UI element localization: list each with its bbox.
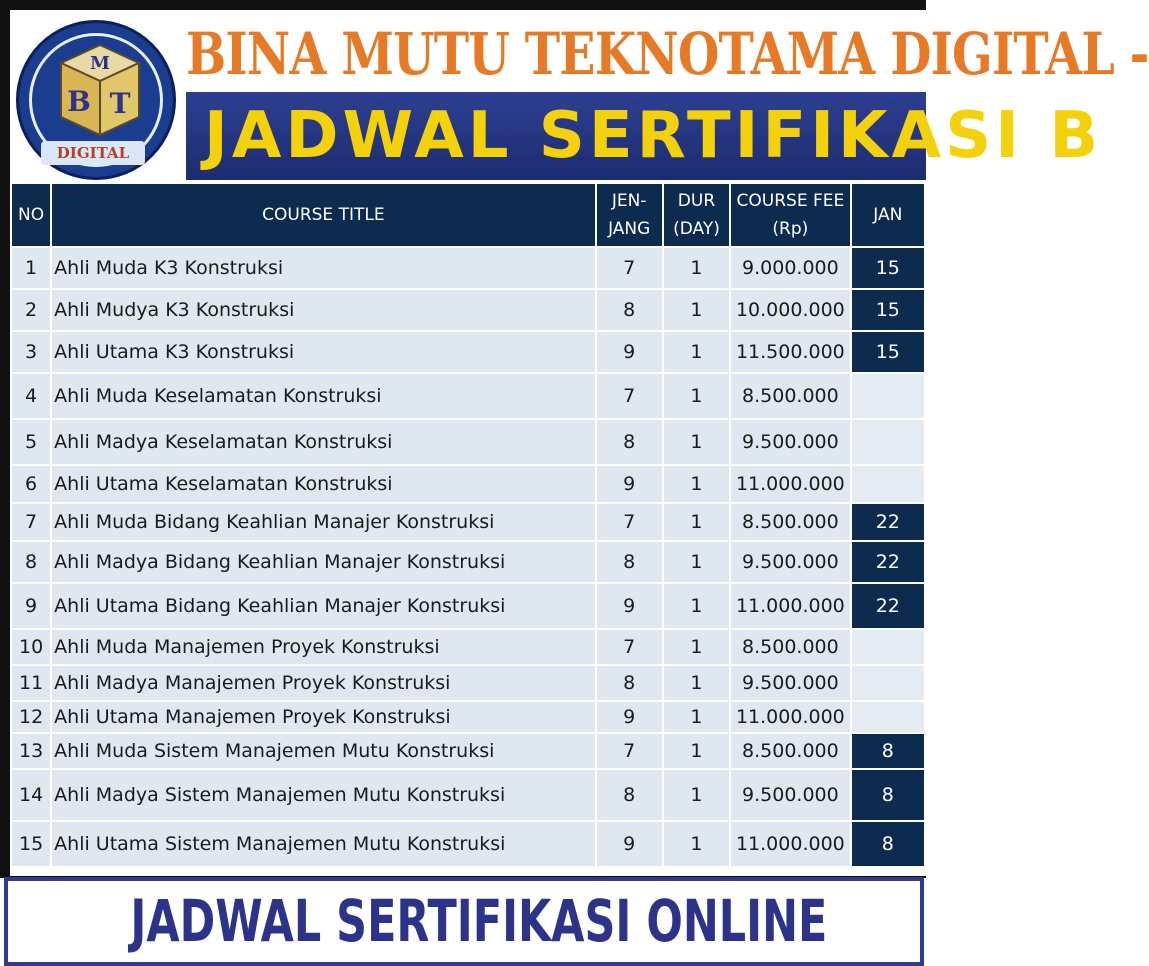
jenjang-cell: 8 bbox=[597, 290, 662, 330]
fee-cell: 9.500.000 bbox=[731, 542, 850, 582]
row-no: 15 bbox=[12, 822, 50, 866]
table-row bbox=[12, 290, 924, 330]
schedule-poster bbox=[10, 10, 1149, 876]
course-title: Ahli Madya Manajemen Proyek Konstruksi bbox=[52, 666, 594, 700]
header bbox=[10, 10, 1149, 182]
course-title: Ahli Madya Sistem Manajemen Mutu Konstruksi bbox=[52, 770, 594, 820]
jan-cell bbox=[852, 666, 924, 700]
duration-cell: 1 bbox=[664, 702, 729, 732]
jenjang-cell: 7 bbox=[597, 734, 662, 768]
row-no: 14 bbox=[12, 770, 50, 820]
course-title: Ahli Utama K3 Konstruksi bbox=[52, 332, 594, 372]
table-row bbox=[12, 666, 924, 700]
duration-cell: 1 bbox=[664, 332, 729, 372]
jenjang-cell: 7 bbox=[597, 248, 662, 288]
header-jenjang-line2: JANG bbox=[608, 219, 651, 239]
jan-cell bbox=[852, 466, 924, 502]
row-no: 13 bbox=[12, 734, 50, 768]
row-no: 12 bbox=[12, 702, 50, 732]
table-row bbox=[12, 822, 924, 866]
table-row bbox=[12, 584, 924, 628]
course-title: Ahli Muda Keselamatan Konstruksi bbox=[52, 374, 594, 418]
online-banner bbox=[4, 877, 924, 966]
header-duration-line1: DUR bbox=[677, 191, 716, 211]
jenjang-cell: 9 bbox=[597, 702, 662, 732]
jenjang-cell: 8 bbox=[597, 666, 662, 700]
course-title: Ahli Madya Bidang Keahlian Manajer Konstruksi bbox=[52, 542, 594, 582]
jenjang-cell: 7 bbox=[597, 374, 662, 418]
table-header-row bbox=[12, 184, 924, 246]
course-title: Ahli Muda K3 Konstruksi bbox=[52, 248, 594, 288]
jenjang-cell: 9 bbox=[597, 332, 662, 372]
company-name: BINA MUTU TEKNOTAMA DIGITAL - bbox=[186, 20, 1149, 88]
duration-cell: 1 bbox=[664, 542, 729, 582]
duration-cell: 1 bbox=[664, 584, 729, 628]
table-row bbox=[12, 770, 924, 820]
fee-cell: 8.500.000 bbox=[731, 374, 850, 418]
jenjang-cell: 7 bbox=[597, 630, 662, 664]
header-duration bbox=[664, 184, 729, 246]
table-row bbox=[12, 542, 924, 582]
jan-cell: 8 bbox=[852, 770, 924, 820]
duration-cell: 1 bbox=[664, 666, 729, 700]
jan-cell: 8 bbox=[852, 822, 924, 866]
duration-cell: 1 bbox=[664, 248, 729, 288]
jan-cell: 15 bbox=[852, 248, 924, 288]
fee-cell: 9.500.000 bbox=[731, 770, 850, 820]
course-title: Ahli Utama Sistem Manajemen Mutu Konstruksi bbox=[52, 822, 594, 866]
fee-cell: 11.000.000 bbox=[731, 584, 850, 628]
duration-cell: 1 bbox=[664, 374, 729, 418]
fee-cell: 8.500.000 bbox=[731, 630, 850, 664]
row-no: 8 bbox=[12, 542, 50, 582]
fee-cell: 11.500.000 bbox=[731, 332, 850, 372]
duration-cell: 1 bbox=[664, 734, 729, 768]
table-row bbox=[12, 734, 924, 768]
fee-cell: 9.500.000 bbox=[731, 666, 850, 700]
jenjang-cell: 9 bbox=[597, 466, 662, 502]
duration-cell: 1 bbox=[664, 290, 729, 330]
course-title: Ahli Mudya K3 Konstruksi bbox=[52, 290, 594, 330]
header-duration-line2: (DAY) bbox=[673, 219, 720, 239]
jan-cell bbox=[852, 374, 924, 418]
row-no: 9 bbox=[12, 584, 50, 628]
duration-cell: 1 bbox=[664, 822, 729, 866]
jenjang-cell: 8 bbox=[597, 420, 662, 464]
table-row bbox=[12, 466, 924, 502]
jan-cell: 15 bbox=[852, 290, 924, 330]
duration-cell: 1 bbox=[664, 770, 729, 820]
duration-cell: 1 bbox=[664, 420, 729, 464]
logo-word: DIGITAL bbox=[41, 141, 145, 165]
header-no: NO bbox=[12, 184, 50, 246]
row-no: 10 bbox=[12, 630, 50, 664]
row-no: 4 bbox=[12, 374, 50, 418]
table-row bbox=[12, 630, 924, 664]
row-no: 7 bbox=[12, 504, 50, 540]
header-jenjang-line1: JEN- bbox=[611, 191, 647, 211]
header-jan: JAN bbox=[852, 184, 924, 246]
row-no: 3 bbox=[12, 332, 50, 372]
table-row bbox=[12, 420, 924, 464]
jenjang-cell: 9 bbox=[597, 584, 662, 628]
fee-cell: 8.500.000 bbox=[731, 734, 850, 768]
fee-cell: 9.500.000 bbox=[731, 420, 850, 464]
jan-cell bbox=[852, 420, 924, 464]
cube-icon bbox=[57, 41, 143, 139]
course-title: Ahli Muda Manajemen Proyek Konstruksi bbox=[52, 630, 594, 664]
row-no: 6 bbox=[12, 466, 50, 502]
course-title: Ahli Utama Manajemen Proyek Konstruksi bbox=[52, 702, 594, 732]
course-title: Ahli Madya Keselamatan Konstruksi bbox=[52, 420, 594, 464]
fee-cell: 9.000.000 bbox=[731, 248, 850, 288]
table-row bbox=[12, 248, 924, 288]
jenjang-cell: 8 bbox=[597, 542, 662, 582]
jenjang-cell: 8 bbox=[597, 770, 662, 820]
logo-letter-m: M bbox=[90, 53, 110, 74]
row-no: 2 bbox=[12, 290, 50, 330]
jenjang-cell: 9 bbox=[597, 822, 662, 866]
fee-cell: 8.500.000 bbox=[731, 504, 850, 540]
table-row bbox=[12, 702, 924, 732]
header-course-fee-line2: (Rp) bbox=[772, 219, 809, 239]
course-title: Ahli Muda Bidang Keahlian Manajer Konstruksi bbox=[52, 504, 594, 540]
jan-cell: 22 bbox=[852, 504, 924, 540]
header-jenjang bbox=[597, 184, 662, 246]
schedule-title-bar bbox=[186, 92, 1103, 180]
duration-cell: 1 bbox=[664, 466, 729, 502]
jan-cell: 22 bbox=[852, 584, 924, 628]
row-no: 5 bbox=[12, 420, 50, 464]
table-row bbox=[12, 504, 924, 540]
row-no: 1 bbox=[12, 248, 50, 288]
jan-cell: 15 bbox=[852, 332, 924, 372]
table-row bbox=[12, 332, 924, 372]
schedule-table bbox=[10, 182, 926, 868]
fee-cell: 10.000.000 bbox=[731, 290, 850, 330]
jan-cell bbox=[852, 630, 924, 664]
header-course-fee bbox=[731, 184, 850, 246]
banner-text: JADWAL SERTIFIKASI ONLINE bbox=[130, 887, 828, 955]
jenjang-cell: 7 bbox=[597, 504, 662, 540]
course-title: Ahli Utama Keselamatan Konstruksi bbox=[52, 466, 594, 502]
company-logo bbox=[16, 20, 176, 180]
jan-cell: 22 bbox=[852, 542, 924, 582]
row-no: 11 bbox=[12, 666, 50, 700]
course-title: Ahli Utama Bidang Keahlian Manajer Konstruksi bbox=[52, 584, 594, 628]
logo-letter-b: B bbox=[67, 85, 91, 118]
header-course-fee-line1: COURSE FEE bbox=[736, 191, 845, 211]
jan-cell: 8 bbox=[852, 734, 924, 768]
logo-letter-t: T bbox=[109, 87, 131, 120]
duration-cell: 1 bbox=[664, 630, 729, 664]
fee-cell: 11.000.000 bbox=[731, 466, 850, 502]
table-row bbox=[12, 374, 924, 418]
schedule-title: JADWAL SERTIFIKASI B bbox=[204, 99, 1103, 173]
header-course-title: COURSE TITLE bbox=[52, 184, 594, 246]
jan-cell bbox=[852, 702, 924, 732]
fee-cell: 11.000.000 bbox=[731, 822, 850, 866]
course-title: Ahli Muda Sistem Manajemen Mutu Konstruksi bbox=[52, 734, 594, 768]
duration-cell: 1 bbox=[664, 504, 729, 540]
fee-cell: 11.000.000 bbox=[731, 702, 850, 732]
